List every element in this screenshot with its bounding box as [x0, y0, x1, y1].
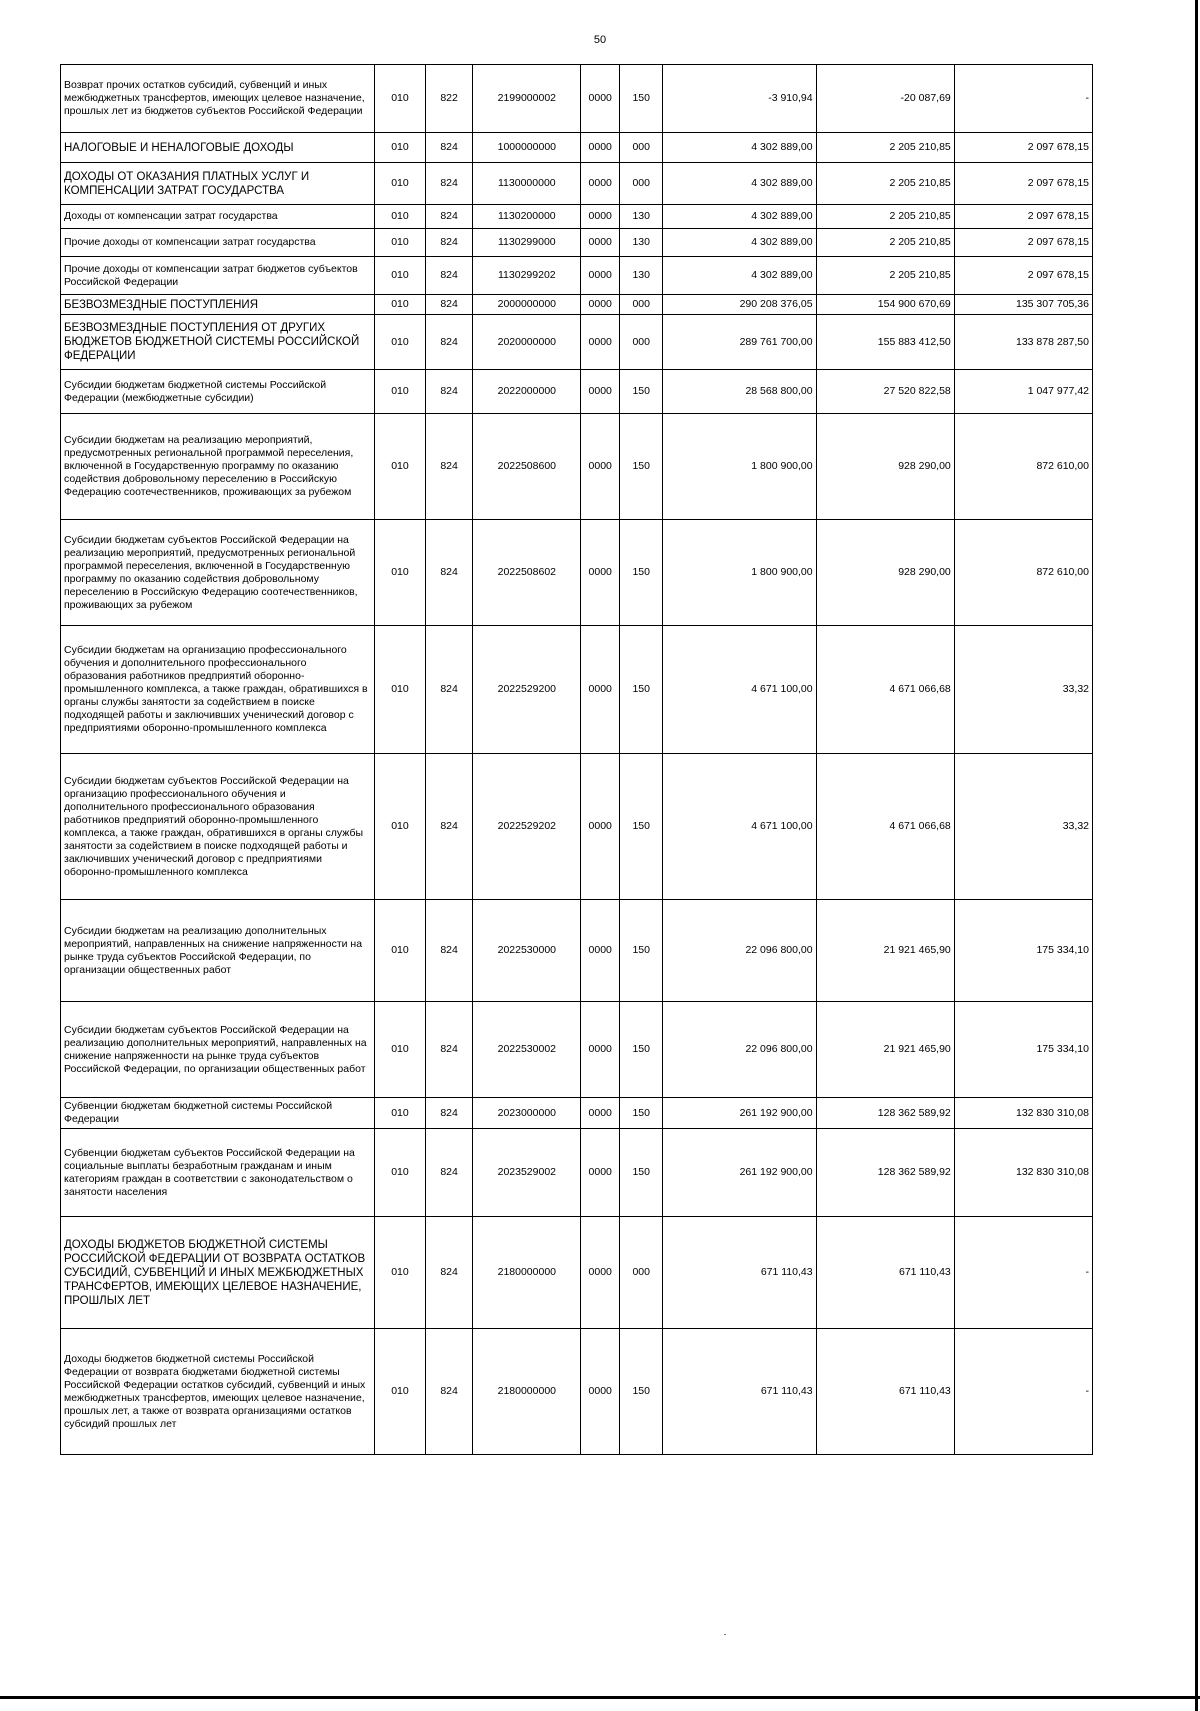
- row-c4-cell: 0000: [581, 900, 620, 1002]
- row-v3-cell: 872 610,00: [954, 520, 1092, 626]
- row-c5-cell: 130: [620, 229, 663, 257]
- row-v1-cell: 4 671 100,00: [663, 626, 816, 754]
- row-c3-cell: 2022508600: [473, 414, 581, 520]
- page-number: 50: [593, 34, 607, 46]
- row-c1-cell: 010: [375, 229, 426, 257]
- row-c4-cell: 0000: [581, 1217, 620, 1329]
- row-c2-cell: 824: [425, 229, 472, 257]
- table-row: [61, 257, 1093, 295]
- row-v2-cell: 128 362 589,92: [816, 1129, 954, 1217]
- row-c4-cell: 0000: [581, 295, 620, 315]
- row-c1-cell: 010: [375, 315, 426, 370]
- row-v1-cell: 261 192 900,00: [663, 1129, 816, 1217]
- row-v2-cell: 2 205 210,85: [816, 205, 954, 229]
- row-v2-cell: 671 110,43: [816, 1217, 954, 1329]
- row-v2-cell: 2 205 210,85: [816, 133, 954, 163]
- row-c3-cell: 1130299202: [473, 257, 581, 295]
- row-c5-cell: 150: [620, 754, 663, 900]
- row-name-cell: БЕЗВОЗМЕЗДНЫЕ ПОСТУПЛЕНИЯ ОТ ДРУГИХ БЮДЖЕТОВ БЮДЖЕТНОЙ СИСТЕМЫ РОССИЙСКОЙ ФЕДЕРАЦИИ: [61, 315, 375, 370]
- row-v3-cell: 872 610,00: [954, 414, 1092, 520]
- row-c4-cell: 0000: [581, 1098, 620, 1129]
- row-c1-cell: 010: [375, 626, 426, 754]
- row-v2-cell: 4 671 066,68: [816, 626, 954, 754]
- page-border-right: [1195, 0, 1198, 1711]
- row-c5-cell: 000: [620, 1217, 663, 1329]
- row-v1-cell: 28 568 800,00: [663, 370, 816, 414]
- row-v3-cell: 132 830 310,08: [954, 1098, 1092, 1129]
- row-c5-cell: 000: [620, 163, 663, 205]
- page-border-bottom: [0, 1696, 1200, 1699]
- table-row: [61, 1217, 1093, 1329]
- row-c1-cell: 010: [375, 370, 426, 414]
- row-c2-cell: 824: [425, 520, 472, 626]
- table-row: [61, 295, 1093, 315]
- row-c3-cell: 2022508602: [473, 520, 581, 626]
- row-c1-cell: 010: [375, 1217, 426, 1329]
- row-c3-cell: 1130200000: [473, 205, 581, 229]
- row-c5-cell: 000: [620, 295, 663, 315]
- row-v1-cell: 289 761 700,00: [663, 315, 816, 370]
- row-c4-cell: 0000: [581, 65, 620, 133]
- row-v3-cell: 2 097 678,15: [954, 163, 1092, 205]
- row-c3-cell: 1130000000: [473, 163, 581, 205]
- row-name-cell: ДОХОДЫ БЮДЖЕТОВ БЮДЖЕТНОЙ СИСТЕМЫ РОССИЙСКОЙ ФЕДЕРАЦИИ ОТ ВОЗВРАТА ОСТАТКОВ СУБСИДИЙ, СУБВЕНЦИЙ И ИНЫХ МЕЖБЮДЖЕТНЫХ ТРАНСФЕРТОВ, ИМЕЮЩИХ ЦЕЛЕВОЕ НАЗНАЧЕНИЕ, ПРОШЛЫХ ЛЕТ: [61, 1217, 375, 1329]
- row-c3-cell: 2180000000: [473, 1329, 581, 1455]
- row-c5-cell: 150: [620, 414, 663, 520]
- row-c2-cell: 824: [425, 163, 472, 205]
- scan-speck: [724, 1634, 726, 1635]
- row-v1-cell: 1 800 900,00: [663, 520, 816, 626]
- row-v3-cell: -: [954, 1329, 1092, 1455]
- row-name-cell: Субсидии бюджетам субъектов Российской Федерации на реализацию дополнительных мероприятий, направленных на снижение напряженности на рынке труда субъектов Российской Федерации, по организации общественных работ: [61, 1002, 375, 1098]
- row-v3-cell: 2 097 678,15: [954, 257, 1092, 295]
- row-v3-cell: 2 097 678,15: [954, 205, 1092, 229]
- row-c3-cell: 2000000000: [473, 295, 581, 315]
- row-name-cell: Субсидии бюджетам на реализацию мероприятий, предусмотренных региональной программой переселения, включенной в Государственную программу по оказанию содействия добровольному переселению в Российскую Федерацию соотечественников, проживающих за рубежом: [61, 414, 375, 520]
- table-row: [61, 163, 1093, 205]
- row-v3-cell: 1 047 977,42: [954, 370, 1092, 414]
- row-c2-cell: 824: [425, 414, 472, 520]
- budget-table: [60, 64, 1093, 1455]
- row-v2-cell: 27 520 822,58: [816, 370, 954, 414]
- row-v2-cell: 928 290,00: [816, 414, 954, 520]
- table-row: [61, 370, 1093, 414]
- table-row: [61, 315, 1093, 370]
- row-c1-cell: 010: [375, 414, 426, 520]
- row-c4-cell: 0000: [581, 520, 620, 626]
- row-c3-cell: 1130299000: [473, 229, 581, 257]
- row-v1-cell: 290 208 376,05: [663, 295, 816, 315]
- row-c1-cell: 010: [375, 900, 426, 1002]
- row-v1-cell: 4 671 100,00: [663, 754, 816, 900]
- row-v2-cell: 155 883 412,50: [816, 315, 954, 370]
- row-c4-cell: 0000: [581, 370, 620, 414]
- row-v1-cell: 4 302 889,00: [663, 229, 816, 257]
- row-v1-cell: 4 302 889,00: [663, 257, 816, 295]
- row-v2-cell: 2 205 210,85: [816, 163, 954, 205]
- row-c5-cell: 150: [620, 626, 663, 754]
- table-row: [61, 1098, 1093, 1129]
- row-v2-cell: 2 205 210,85: [816, 229, 954, 257]
- table-row: [61, 626, 1093, 754]
- row-c1-cell: 010: [375, 205, 426, 229]
- table-row: [61, 1129, 1093, 1217]
- table-row: [61, 1329, 1093, 1455]
- table-row: [61, 229, 1093, 257]
- row-c3-cell: 2023529002: [473, 1129, 581, 1217]
- row-v2-cell: 154 900 670,69: [816, 295, 954, 315]
- row-v2-cell: 928 290,00: [816, 520, 954, 626]
- row-c2-cell: 824: [425, 1217, 472, 1329]
- row-c5-cell: 000: [620, 315, 663, 370]
- row-c4-cell: 0000: [581, 315, 620, 370]
- row-name-cell: Субсидии бюджетам на организацию профессионального обучения и дополнительного профессионального образования работников предприятий оборонно-промышленного комплекса, а также граждан, обратившихся в органы службы занятости за содействием в поиске подходящей работы и заключивших ученический договор с предприятиями оборонно-промышленного комплекса: [61, 626, 375, 754]
- row-c4-cell: 0000: [581, 414, 620, 520]
- row-v2-cell: 21 921 465,90: [816, 900, 954, 1002]
- row-c3-cell: 1000000000: [473, 133, 581, 163]
- row-c2-cell: 824: [425, 1129, 472, 1217]
- row-c4-cell: 0000: [581, 754, 620, 900]
- row-v1-cell: 4 302 889,00: [663, 205, 816, 229]
- row-c1-cell: 010: [375, 1129, 426, 1217]
- row-c2-cell: 824: [425, 900, 472, 1002]
- row-c4-cell: 0000: [581, 163, 620, 205]
- row-c5-cell: 150: [620, 1098, 663, 1129]
- row-v2-cell: 2 205 210,85: [816, 257, 954, 295]
- table-row: [61, 900, 1093, 1002]
- row-c4-cell: 0000: [581, 133, 620, 163]
- row-v1-cell: 4 302 889,00: [663, 133, 816, 163]
- row-c3-cell: 2022530002: [473, 1002, 581, 1098]
- row-v3-cell: 33,32: [954, 754, 1092, 900]
- table-row: [61, 205, 1093, 229]
- row-c4-cell: 0000: [581, 1329, 620, 1455]
- row-name-cell: ДОХОДЫ ОТ ОКАЗАНИЯ ПЛАТНЫХ УСЛУГ И КОМПЕНСАЦИИ ЗАТРАТ ГОСУДАРСТВА: [61, 163, 375, 205]
- row-c4-cell: 0000: [581, 1002, 620, 1098]
- row-v2-cell: 128 362 589,92: [816, 1098, 954, 1129]
- row-v1-cell: 671 110,43: [663, 1329, 816, 1455]
- row-v1-cell: -3 910,94: [663, 65, 816, 133]
- table-row: [61, 414, 1093, 520]
- row-v1-cell: 22 096 800,00: [663, 900, 816, 1002]
- row-name-cell: Возврат прочих остатков субсидий, субвенций и иных межбюджетных трансфертов, имеющих целевое назначение, прошлых лет из бюджетов субъектов Российской Федерации: [61, 65, 375, 133]
- row-v3-cell: 175 334,10: [954, 1002, 1092, 1098]
- row-c2-cell: 824: [425, 257, 472, 295]
- table-row: [61, 1002, 1093, 1098]
- row-c2-cell: 824: [425, 205, 472, 229]
- row-c3-cell: 2022529202: [473, 754, 581, 900]
- row-name-cell: Субсидии бюджетам на реализацию дополнительных мероприятий, направленных на снижение напряженности на рынке труда субъектов Российской Федерации, по организации общественных работ: [61, 900, 375, 1002]
- row-v2-cell: 671 110,43: [816, 1329, 954, 1455]
- row-c5-cell: 150: [620, 1129, 663, 1217]
- row-name-cell: Субвенции бюджетам субъектов Российской Федерации на социальные выплаты безработным гражданам и иным категориям граждан в соответствии с законодательством о занятости населения: [61, 1129, 375, 1217]
- row-v3-cell: -: [954, 1217, 1092, 1329]
- row-name-cell: Доходы бюджетов бюджетной системы Российской Федерации от возврата бюджетами бюджетной системы Российской Федерации остатков субсидий, субвенций и иных межбюджетных трансфертов, имеющих целевое назначение, прошлых лет, а также от возврата организациями остатков субсидий прошлых лет: [61, 1329, 375, 1455]
- row-c4-cell: 0000: [581, 1129, 620, 1217]
- row-c4-cell: 0000: [581, 205, 620, 229]
- row-v3-cell: 133 878 287,50: [954, 315, 1092, 370]
- row-c2-cell: 824: [425, 754, 472, 900]
- row-c1-cell: 010: [375, 295, 426, 315]
- row-c2-cell: 824: [425, 1329, 472, 1455]
- row-c3-cell: 2022529200: [473, 626, 581, 754]
- row-c4-cell: 0000: [581, 257, 620, 295]
- row-name-cell: НАЛОГОВЫЕ И НЕНАЛОГОВЫЕ ДОХОДЫ: [61, 133, 375, 163]
- row-v3-cell: 135 307 705,36: [954, 295, 1092, 315]
- row-c3-cell: 2199000002: [473, 65, 581, 133]
- row-v1-cell: 261 192 900,00: [663, 1098, 816, 1129]
- row-c2-cell: 824: [425, 370, 472, 414]
- row-v1-cell: 671 110,43: [663, 1217, 816, 1329]
- row-c4-cell: 0000: [581, 626, 620, 754]
- row-c1-cell: 010: [375, 133, 426, 163]
- row-c1-cell: 010: [375, 65, 426, 133]
- row-v2-cell: 4 671 066,68: [816, 754, 954, 900]
- table-row: [61, 520, 1093, 626]
- row-c3-cell: 2022530000: [473, 900, 581, 1002]
- row-name-cell: Субсидии бюджетам субъектов Российской Федерации на организацию профессионального обучения и дополнительного профессионального образования работников предприятий оборонно-промышленного комплекса, а также граждан, обратившихся в органы службы занятости за содействием в поиске подходящей работы и заключивших ученический договор с предприятиями оборонно-промышленного комплекса: [61, 754, 375, 900]
- row-c2-cell: 824: [425, 1002, 472, 1098]
- row-c1-cell: 010: [375, 1329, 426, 1455]
- table-row: [61, 754, 1093, 900]
- row-name-cell: Субсидии бюджетам бюджетной системы Российской Федерации (межбюджетные субсидии): [61, 370, 375, 414]
- row-name-cell: Субсидии бюджетам субъектов Российской Федерации на реализацию мероприятий, предусмотренных региональной программой переселения, включенной в Государственную программу по оказанию содействия добровольному переселению в Российскую Федерацию соотечественников, проживающих за рубежом: [61, 520, 375, 626]
- row-c3-cell: 2180000000: [473, 1217, 581, 1329]
- row-c5-cell: 150: [620, 65, 663, 133]
- row-c5-cell: 000: [620, 133, 663, 163]
- row-v3-cell: 2 097 678,15: [954, 133, 1092, 163]
- row-c5-cell: 150: [620, 900, 663, 1002]
- row-c5-cell: 150: [620, 1002, 663, 1098]
- row-c2-cell: 824: [425, 315, 472, 370]
- row-v1-cell: 1 800 900,00: [663, 414, 816, 520]
- row-c3-cell: 2022000000: [473, 370, 581, 414]
- row-v2-cell: 21 921 465,90: [816, 1002, 954, 1098]
- row-c3-cell: 2020000000: [473, 315, 581, 370]
- row-c1-cell: 010: [375, 163, 426, 205]
- row-c2-cell: 824: [425, 295, 472, 315]
- row-v3-cell: 2 097 678,15: [954, 229, 1092, 257]
- row-c5-cell: 130: [620, 205, 663, 229]
- row-c2-cell: 824: [425, 626, 472, 754]
- row-c5-cell: 150: [620, 370, 663, 414]
- row-name-cell: Доходы от компенсации затрат государства: [61, 205, 375, 229]
- table-row: [61, 65, 1093, 133]
- row-c2-cell: 822: [425, 65, 472, 133]
- row-v3-cell: -: [954, 65, 1092, 133]
- row-c5-cell: 150: [620, 1329, 663, 1455]
- table-row: [61, 133, 1093, 163]
- row-c4-cell: 0000: [581, 229, 620, 257]
- row-v3-cell: 175 334,10: [954, 900, 1092, 1002]
- row-v3-cell: 33,32: [954, 626, 1092, 754]
- row-name-cell: Прочие доходы от компенсации затрат бюджетов субъектов Российской Федерации: [61, 257, 375, 295]
- row-name-cell: Прочие доходы от компенсации затрат государства: [61, 229, 375, 257]
- row-v3-cell: 132 830 310,08: [954, 1129, 1092, 1217]
- row-c1-cell: 010: [375, 520, 426, 626]
- row-v1-cell: 22 096 800,00: [663, 1002, 816, 1098]
- row-c3-cell: 2023000000: [473, 1098, 581, 1129]
- row-c5-cell: 150: [620, 520, 663, 626]
- row-c2-cell: 824: [425, 1098, 472, 1129]
- row-c1-cell: 010: [375, 1002, 426, 1098]
- row-v1-cell: 4 302 889,00: [663, 163, 816, 205]
- row-c1-cell: 010: [375, 754, 426, 900]
- row-name-cell: БЕЗВОЗМЕЗДНЫЕ ПОСТУПЛЕНИЯ: [61, 295, 375, 315]
- row-c5-cell: 130: [620, 257, 663, 295]
- row-c1-cell: 010: [375, 1098, 426, 1129]
- row-c2-cell: 824: [425, 133, 472, 163]
- row-v2-cell: -20 087,69: [816, 65, 954, 133]
- row-name-cell: Субвенции бюджетам бюджетной системы Российской Федерации: [61, 1098, 375, 1129]
- row-c1-cell: 010: [375, 257, 426, 295]
